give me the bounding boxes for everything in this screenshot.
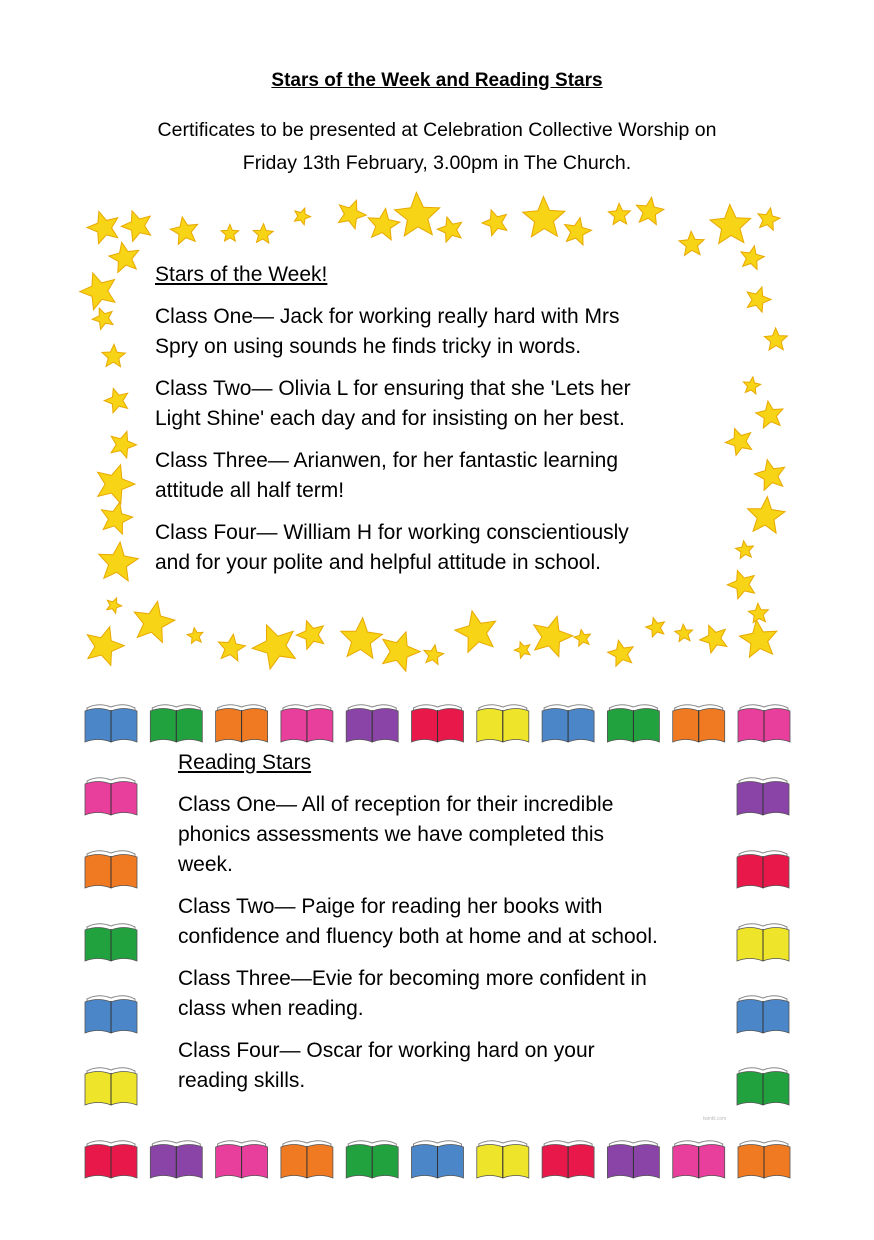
book-icon [542, 1141, 594, 1178]
book-icon [737, 851, 789, 888]
entry-line: Class One— Jack for working really hard with Mrs [155, 305, 620, 328]
book-icon [737, 778, 789, 815]
entry-line: Class Two— Olivia L for ensuring that she 'Lets her [155, 377, 631, 400]
book-icon [346, 1141, 398, 1178]
book-icon [477, 705, 529, 742]
book-icon [85, 924, 137, 961]
stars-entry-class-three [155, 446, 695, 506]
book-icon [737, 1068, 789, 1105]
book-icon [412, 705, 464, 742]
stars-of-week-section [155, 260, 695, 590]
book-icon [281, 1141, 333, 1178]
book-icon [477, 1141, 529, 1178]
entry-line: Class Three—Evie for becoming more confident in [178, 967, 647, 990]
event-line-1: Certificates to be presented at Celebration Collective Worship on [157, 119, 717, 141]
book-icon [346, 705, 398, 742]
stars-entry-class-one [155, 302, 695, 362]
book-icon [737, 996, 789, 1033]
entry-line: confidence and fluency both at home and at school. [178, 925, 658, 948]
entry-line: Class Four— William H for working conscientiously [155, 521, 629, 544]
entry-line: Class Two— Paige for reading her books with [178, 895, 603, 918]
border-credit: twinkl.com [703, 1116, 727, 1122]
book-icon [412, 1141, 464, 1178]
entry-line: Light Shine' each day and for insisting on her best. [155, 407, 625, 430]
book-icon [607, 705, 659, 742]
entry-line: Class One— All of reception for their incredible [178, 793, 614, 816]
entry-line: and for your polite and helpful attitude in school. [155, 551, 601, 574]
entry-line: attitude all half term! [155, 479, 345, 502]
book-icon [216, 1141, 268, 1178]
book-icon [216, 705, 268, 742]
book-icon [85, 996, 137, 1033]
stars-of-week-heading: Stars of the Week! [155, 263, 328, 286]
reading-stars-section [178, 748, 718, 1108]
page-title: Stars of the Week and Reading Stars [271, 70, 603, 91]
book-icon [738, 1141, 790, 1178]
reading-entry-class-four [178, 1036, 718, 1096]
reading-entry-class-one [178, 790, 718, 880]
book-icon [150, 1141, 202, 1178]
entry-line: week. [178, 853, 233, 876]
book-icon [281, 705, 333, 742]
book-icon [85, 778, 137, 815]
entry-line: Spry on using sounds he finds tricky in words. [155, 335, 582, 358]
book-icon [85, 851, 137, 888]
book-icon [85, 1141, 137, 1178]
entry-line: phonics assessments we have completed this [178, 823, 605, 846]
book-icon [673, 1141, 725, 1178]
book-icon [85, 705, 137, 742]
book-icon [673, 705, 725, 742]
book-icon [150, 705, 202, 742]
book-icon [607, 1141, 659, 1178]
stars-entry-class-two [155, 374, 695, 434]
book-icon [85, 1068, 137, 1105]
reading-entry-class-three [178, 964, 718, 1024]
entry-line: Class Four— Oscar for working hard on your [178, 1039, 595, 1062]
book-icon [542, 705, 594, 742]
reading-entry-class-two [178, 892, 718, 952]
book-icon [737, 924, 789, 961]
reading-stars-heading: Reading Stars [178, 751, 312, 774]
entry-line: class when reading. [178, 997, 364, 1020]
book-icon [738, 705, 790, 742]
event-line-2: Friday 13th February, 3.00pm in The Church. [242, 152, 632, 174]
entry-line: Class Three— Arianwen, for her fantastic learning [155, 449, 619, 472]
stars-entry-class-four [155, 518, 695, 578]
entry-line: reading skills. [178, 1069, 306, 1092]
